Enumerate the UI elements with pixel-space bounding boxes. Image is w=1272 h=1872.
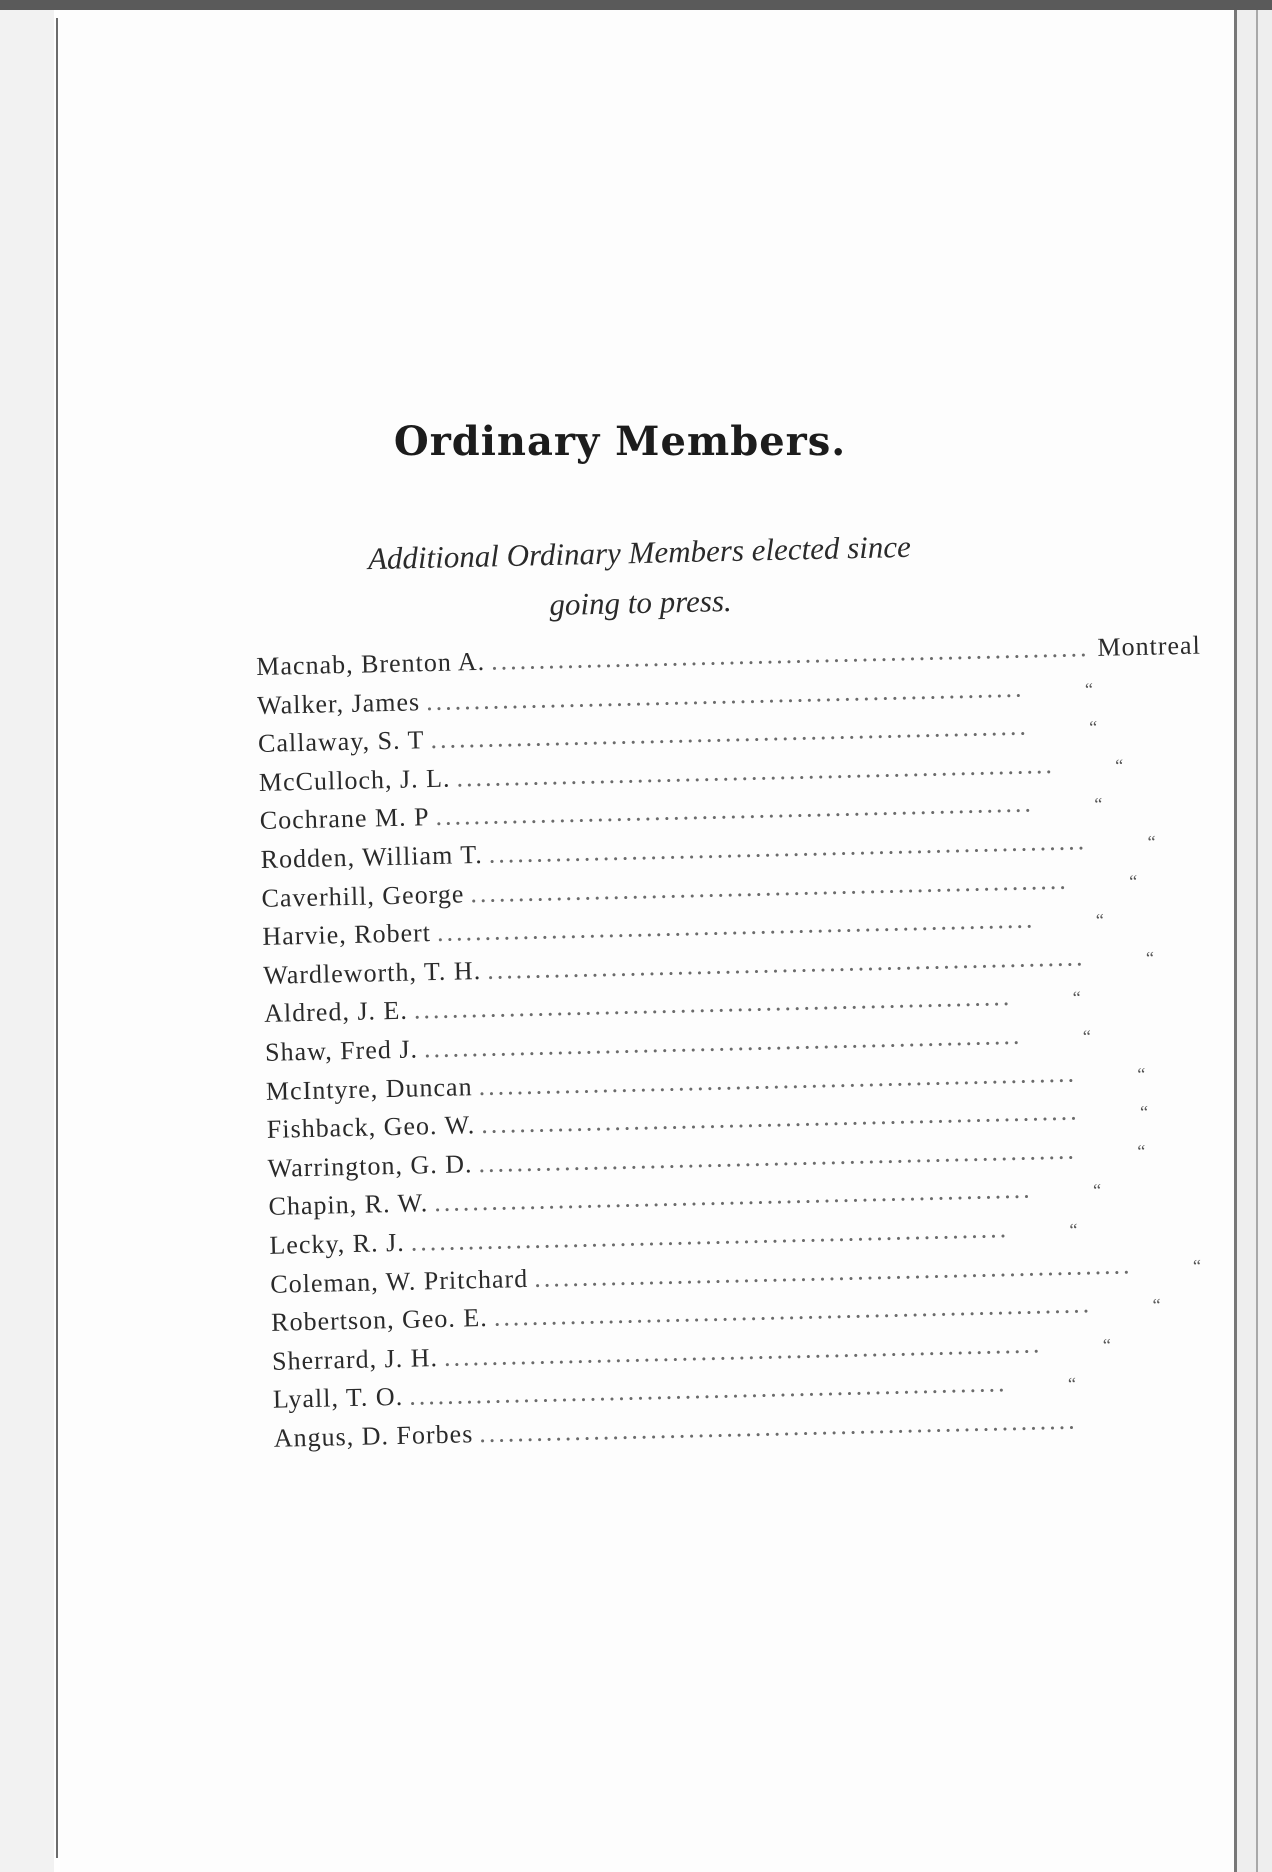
member-name: Caverhill, George <box>261 878 465 913</box>
dot-leader: ............................................................... <box>413 982 1013 1025</box>
member-name: Harvie, Robert <box>262 918 432 952</box>
member-name: Shaw, Fred J. <box>264 1034 419 1067</box>
dot-leader: ............................................................... <box>425 673 1025 716</box>
book-gutter <box>0 10 54 1872</box>
scan-top-edge <box>0 0 1272 10</box>
subtitle-line-1: Additional Ordinary Members elected since <box>367 528 912 577</box>
ditto-mark: “ <box>1069 1219 1079 1240</box>
dot-leader: ............................................................... <box>433 1174 1033 1218</box>
dot-leader: ............................................................... <box>430 711 1030 755</box>
member-place: Montreal <box>1097 630 1202 662</box>
ditto-mark: “ <box>1137 1063 1147 1084</box>
member-name: Lyall, T. O. <box>272 1382 404 1415</box>
member-name: Lecky, R. J. <box>269 1227 405 1260</box>
dot-leader: ............................................................... <box>456 749 1056 793</box>
dot-leader: ............................................................... <box>478 1135 1078 1178</box>
member-name: Warrington, G. D. <box>267 1148 473 1183</box>
member-name: Wardleworth, T. H. <box>263 955 482 990</box>
dot-leader: ............................................................... <box>490 633 1090 676</box>
member-name: Angus, D. Forbes <box>273 1419 474 1453</box>
member-name: Callaway, S. T <box>257 725 425 759</box>
dot-leader: ............................................................... <box>469 865 1070 908</box>
dot-leader: ............................................................... <box>493 1289 1093 1332</box>
ditto-mark: “ <box>1072 987 1082 1008</box>
member-list <box>256 630 1203 1462</box>
member-name: Macnab, Brenton A. <box>256 646 486 681</box>
dot-leader: ............................................................... <box>478 1058 1078 1101</box>
dot-leader: ............................................................... <box>443 1329 1043 1372</box>
ditto-mark: “ <box>1137 1140 1147 1161</box>
dot-leader: ............................................................... <box>410 1213 1010 1257</box>
member-name: McCulloch, J. L. <box>258 763 451 797</box>
dot-leader: ............................................................... <box>408 1368 1008 1411</box>
member-name: Rodden, William T. <box>260 839 484 874</box>
ditto-mark: “ <box>1095 909 1106 931</box>
dot-leader: ............................................................... <box>480 1096 1080 1140</box>
ditto-mark: “ <box>1192 1255 1203 1276</box>
dot-leader: ............................................................... <box>533 1249 1133 1293</box>
dot-leader: ............................................................... <box>478 1405 1078 1449</box>
member-name: Coleman, W. Pritchard <box>270 1263 529 1299</box>
member-name: Cochrane M. P <box>259 802 430 836</box>
ditto-mark: “ <box>1094 794 1104 815</box>
page-title: Ordinary Members. <box>393 418 847 465</box>
member-name: Fishback, Geo. W. <box>266 1110 476 1144</box>
member-name: McIntyre, Duncan <box>265 1071 473 1106</box>
member-name: Sherrard, J. H. <box>271 1342 439 1376</box>
page-edge-right <box>1234 10 1272 1872</box>
ditto-mark: “ <box>1147 831 1157 852</box>
ditto-mark: “ <box>1115 755 1125 776</box>
dot-leader: ............................................................... <box>423 1020 1023 1064</box>
member-name: Walker, James <box>256 686 421 720</box>
ditto-mark: “ <box>1145 947 1156 968</box>
ditto-mark: “ <box>1152 1294 1162 1315</box>
ditto-mark: “ <box>1128 870 1139 891</box>
ditto-mark: “ <box>1139 1101 1150 1123</box>
member-name: Chapin, R. W. <box>268 1188 429 1222</box>
gutter-fold-line <box>56 18 58 1858</box>
ditto-mark: “ <box>1082 1026 1093 1047</box>
ditto-mark: “ <box>1067 1373 1078 1395</box>
ditto-mark: “ <box>1084 678 1095 699</box>
page-edge-line <box>1256 10 1258 1872</box>
ditto-mark: “ <box>1092 1180 1103 1201</box>
subtitle <box>259 519 1021 636</box>
ditto-mark: “ <box>1089 717 1099 738</box>
member-name: Aldred, J. E. <box>263 995 409 1029</box>
subtitle-line-2: going to press. <box>549 582 733 623</box>
ditto-mark: “ <box>1102 1334 1113 1355</box>
dot-leader: ............................................................... <box>435 788 1035 832</box>
dot-leader: ............................................................... <box>436 904 1036 948</box>
member-name: Robertson, Geo. E. <box>270 1303 489 1337</box>
dot-leader: ............................................................... <box>486 942 1086 985</box>
dot-leader: ............................................................... <box>488 826 1088 869</box>
